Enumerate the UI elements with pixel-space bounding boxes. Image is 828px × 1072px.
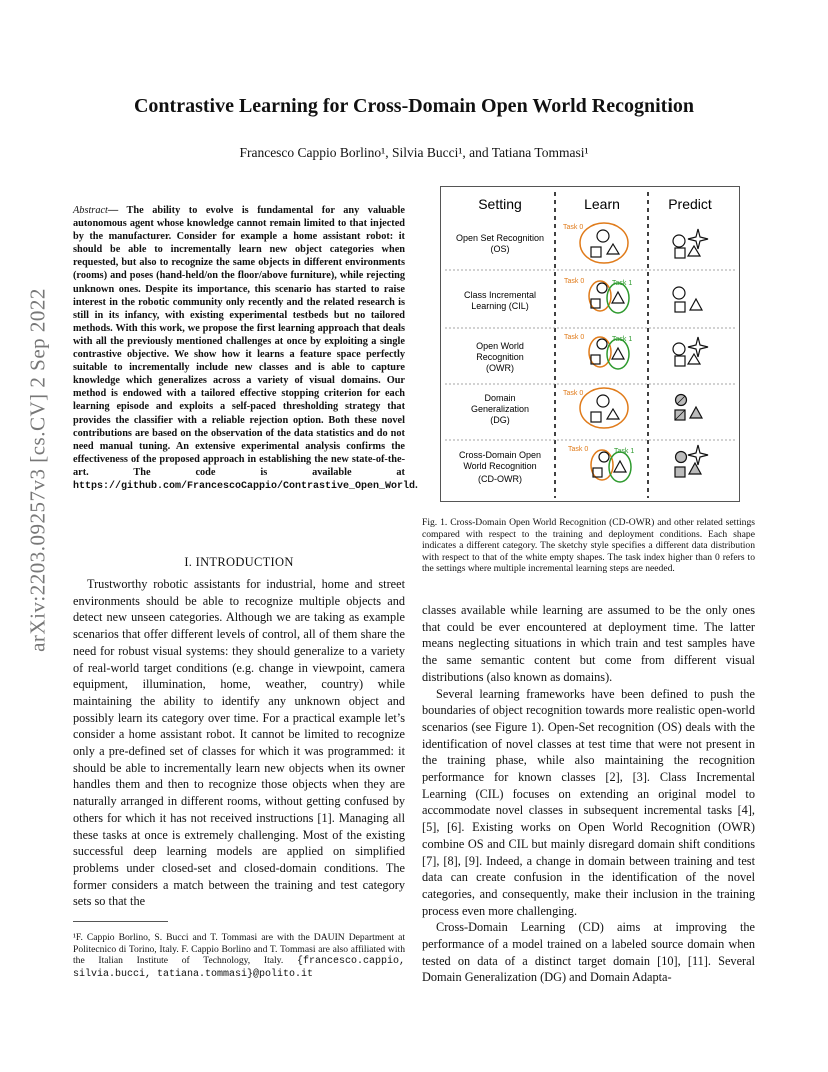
setting-dg-line2: Generalization [470, 404, 530, 414]
intro-paragraph: Trustworthy robotic assistants for industrial, home and street environments should be able to recognize multiple objects and detect new unseen categories. Although we are taking as example scenarios that offer different levels of control, all of them share the need for robust visual systems: they should generalize to a variety of real-world target conditions (e.g. change in viewpoint, camera equipment, illumination, home, weather, country) while maintaining the ability to identify any unknown object and possibly learn its category over time. For a practical example let’s consider a home assistant robot. It cannot be limited to recognize only a pre-defined set of classes for which it was programmed: it should be able to incrementally learn new objects when its owner handles them and then to recognize those objects when they are naturally arranged in different rooms, without getting confused by others for which it has not received instructions [1]. Managing all these tasks at once is extremely challenging. Most of the existing successful deep learning models are applied on simplified problems under closed-set and closed-domain conditions. The former considers a match between the training and test category sets so that the [73, 577, 405, 909]
setting-owr-line2: Recognition [476, 352, 524, 362]
setting-dg-line1: Domain [484, 393, 516, 403]
abstract-end: . [415, 479, 418, 491]
setting-cdowr-line2: World Recognition [463, 461, 537, 471]
code-link[interactable]: https://github.com/FrancescoCappio/Contrastive_Open_World [73, 480, 416, 492]
header-learn: Learn [584, 196, 620, 212]
affiliation-footnote [73, 932, 405, 980]
setting-owr-line1: Open World [476, 341, 524, 351]
setting-os-line2: (OS) [490, 244, 510, 254]
sketchy-square-shape [675, 467, 685, 477]
header-predict: Predict [668, 196, 712, 212]
task0-label: Task 0 [563, 224, 584, 231]
setting-dg-line3: (DG) [490, 415, 510, 425]
task1-label: Task 1 [612, 336, 633, 343]
abstract [73, 204, 418, 493]
paper-title: Contrastive Learning for Cross-Domain Open World Recognition [133, 95, 694, 117]
task0-label: Task 0 [568, 446, 589, 453]
right-column-text [422, 602, 755, 986]
author-emails: {francesco.cappio, silvia.bucci, tatiana.tommasi}@polito.it [73, 956, 405, 980]
sketchy-circle-shape [676, 452, 687, 463]
footnote-text: ¹F. Cappio Borlino, S. Bucci and T. Tommasi are with the DAUIN Department at Politecnico di Torino, Italy. F. Cappio Borlino and T. Tommasi are also affiliated with the Italian Institute of Technology, Italy. [73, 932, 405, 967]
abstract-text: — The ability to evolve is fundamental for any valuable autonomous agent whose knowledge cannot remain limited to that injected by the manufacturer. Consider for example a home assistant robot: it should be able to incrementally learn new object categories when requested, but also to recognize the same objects in different environments (rooms) and poses (hand-held/on the floor/above furniture), while rejecting unknown ones. Despite its importance, this scenario has started to raise interest in the robotic community only recently and the related research is still in its infancy, with existing experimental testbeds but no tailored methods. With this work, we propose the first learning approach that deals with all the previously mentioned challenges at once by exploiting a single contrastive objective. We show how it learns a feature space perfectly suitable to incrementally include new classes and is able to capture knowledge which generalizes across a variety of visual domains. Our method is endowed with a tailored effective stopping criterion for each learning episode and exploits a self-paced thresholding strategy that provides the classifier with a reliable rejection option. Both these novel contributions are based on the observation of the data statistics and do not need manual tuning. An extensive experimental analysis confirms the effectiveness of the proposed approach in establishing the new state-of-the-art. The code is available at [73, 205, 405, 478]
author-list: Francesco Cappio Borlino¹, Silvia Bucci¹, and Tatiana Tommasi¹ [239, 145, 589, 160]
setting-cdowr-line1: Cross-Domain Open [458, 450, 542, 460]
setting-os-line1: Open Set Recognition [455, 233, 545, 243]
task0-label: Task 0 [563, 390, 584, 397]
section-heading-introduction: I. INTRODUCTION [184, 555, 294, 569]
introduction-text [73, 576, 405, 910]
setting-cil-line1: Class Incremental [463, 290, 537, 300]
setting-cil-line2: Learning (CIL) [471, 301, 529, 311]
paragraph-frameworks: Several learning frameworks have been defined to push the boundaries of object recognition towards more realistic open-world scenarios (see Figure 1). Open-Set recognition (OS) deals with the identification of novel classes at test time that were not present in the training phase, while also maintaining the recognition performance for known classes [2], [3]. Class Incremental Learning (CIL) focuses on extending an original model to accommodate novel classes in subsequent incremental tasks [4], [5], [6]. Existing works on Open World Recognition (OWR) combine OS and CIL but mainly disregard domain shift conditions [7], [8], [9]. Indeed, a change in domain between training and test data can create confusion in the identification of the novel categories, and consequently, make their inclusion in the training process even more challenging. [422, 686, 755, 918]
task0-label: Task 0 [564, 334, 585, 341]
task1-label: Task 1 [612, 280, 633, 287]
figure-1 [440, 186, 740, 502]
figure-caption: Fig. 1. Cross-Domain Open World Recognition (CD-OWR) and other related settings compared with respect to the training and deployment conditions. Each shape indicates a different category. The sketchy style specifies a different data distribution with respect to that of the white empty shapes. The task index higher than 0 refers to the settings where multiple incremental learning steps are needed. [422, 517, 755, 575]
task0-label: Task 0 [564, 278, 585, 285]
paragraph-continuation: classes available while learning are assumed to be the only ones that could be ever encountered at deployment time. The latter means neglecting situations in which train and test samples have the same semantic content but come from different visual distributions (also known as domains). [422, 603, 755, 684]
footnote-divider [73, 921, 168, 922]
task1-label: Task 1 [614, 448, 635, 455]
setting-owr-line3: (OWR) [486, 363, 514, 373]
arxiv-identifier: arXiv:2203.09257v3 [cs.CV] 2 Sep 2022 [25, 288, 50, 652]
abstract-lead: Abstract [73, 205, 108, 216]
setting-cdowr-line3: (CD-OWR) [478, 474, 522, 484]
header-setting: Setting [478, 196, 522, 212]
paragraph-cross-domain: Cross-Domain Learning (CD) aims at improving the performance of a model trained on a labeled source domain when tested on data of a distinct target domain [10], [11]. Several Domain Generalization (DG) and Domain Adapta- [422, 920, 755, 985]
